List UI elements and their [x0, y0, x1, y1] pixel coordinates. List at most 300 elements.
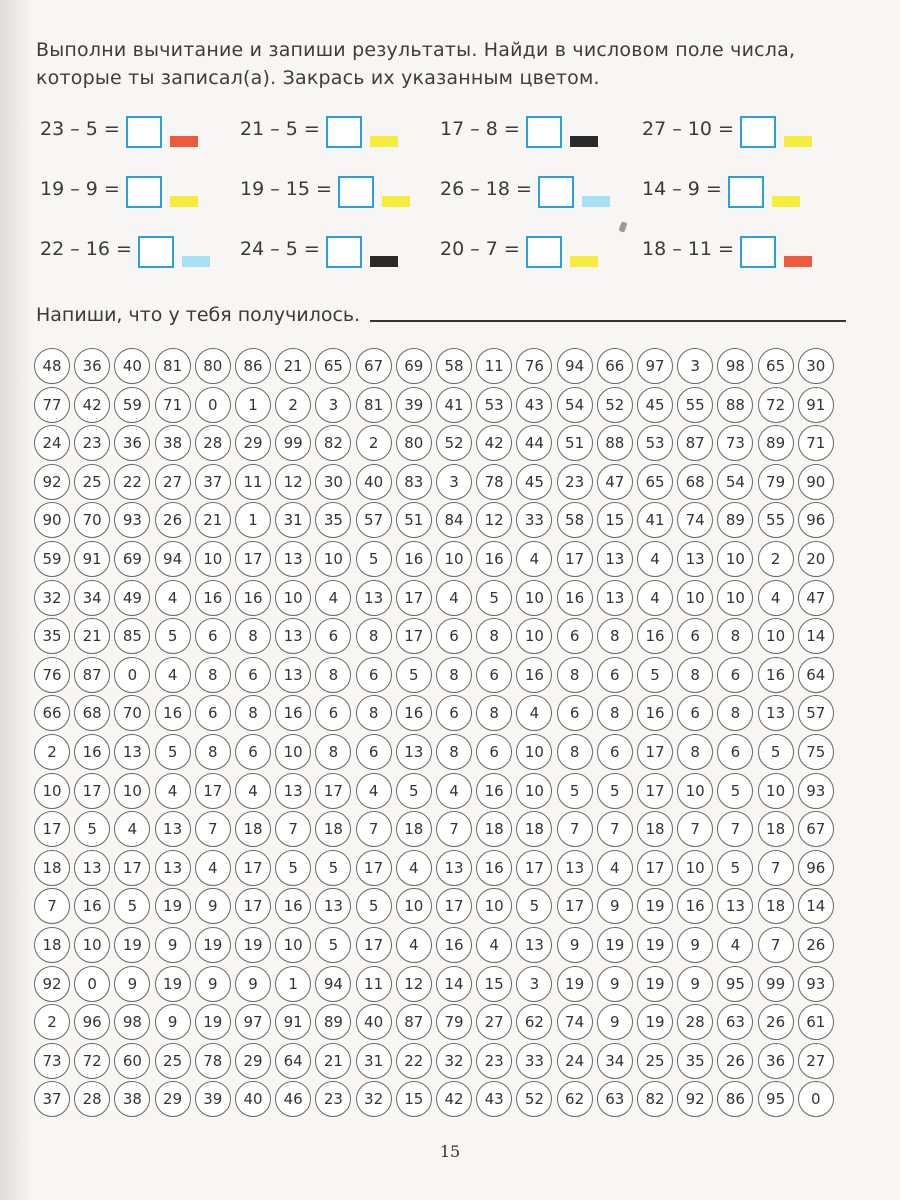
- number-cell[interactable]: 6: [597, 734, 633, 770]
- number-cell[interactable]: 10: [516, 773, 552, 809]
- number-cell[interactable]: 1: [275, 966, 311, 1002]
- number-cell[interactable]: 92: [677, 1081, 713, 1117]
- number-cell[interactable]: 49: [114, 580, 150, 616]
- number-cell[interactable]: 7: [677, 811, 713, 847]
- number-cell[interactable]: 23: [557, 464, 593, 500]
- number-cell[interactable]: 15: [396, 1081, 432, 1117]
- number-cell[interactable]: 64: [275, 1043, 311, 1079]
- number-cell[interactable]: 53: [637, 425, 673, 461]
- number-cell[interactable]: 5: [557, 773, 593, 809]
- number-cell[interactable]: 4: [114, 811, 150, 847]
- number-cell[interactable]: 25: [74, 464, 110, 500]
- number-cell[interactable]: 7: [717, 811, 753, 847]
- number-cell[interactable]: 29: [235, 425, 271, 461]
- number-cell[interactable]: 4: [356, 773, 392, 809]
- number-cell[interactable]: 89: [717, 502, 753, 538]
- number-cell[interactable]: 13: [516, 927, 552, 963]
- number-cell[interactable]: 79: [436, 1004, 472, 1040]
- number-cell[interactable]: 18: [315, 811, 351, 847]
- number-cell[interactable]: 10: [677, 850, 713, 886]
- number-cell[interactable]: 13: [275, 541, 311, 577]
- number-cell[interactable]: 86: [717, 1081, 753, 1117]
- number-cell[interactable]: 54: [717, 464, 753, 500]
- number-cell[interactable]: 70: [74, 502, 110, 538]
- number-cell[interactable]: 73: [717, 425, 753, 461]
- number-cell[interactable]: 3: [516, 966, 552, 1002]
- number-cell[interactable]: 16: [557, 580, 593, 616]
- number-cell[interactable]: 63: [717, 1004, 753, 1040]
- number-cell[interactable]: 9: [155, 927, 191, 963]
- number-cell[interactable]: 36: [74, 348, 110, 384]
- number-cell[interactable]: 6: [557, 695, 593, 731]
- number-cell[interactable]: 10: [74, 927, 110, 963]
- number-cell[interactable]: 23: [74, 425, 110, 461]
- number-cell[interactable]: 8: [195, 657, 231, 693]
- number-cell[interactable]: 13: [275, 657, 311, 693]
- number-cell[interactable]: 9: [597, 1004, 633, 1040]
- number-cell[interactable]: 87: [74, 657, 110, 693]
- number-cell[interactable]: 47: [798, 580, 834, 616]
- answer-box[interactable]: [326, 236, 362, 268]
- number-cell[interactable]: 6: [195, 695, 231, 731]
- number-cell[interactable]: 18: [758, 888, 794, 924]
- number-cell[interactable]: 19: [235, 927, 271, 963]
- number-cell[interactable]: 4: [195, 850, 231, 886]
- answer-box[interactable]: [126, 176, 162, 208]
- number-cell[interactable]: 13: [396, 734, 432, 770]
- number-cell[interactable]: 71: [798, 425, 834, 461]
- number-cell[interactable]: 27: [155, 464, 191, 500]
- number-cell[interactable]: 35: [34, 618, 70, 654]
- number-cell[interactable]: 94: [557, 348, 593, 384]
- number-cell[interactable]: 88: [717, 387, 753, 423]
- number-cell[interactable]: 29: [235, 1043, 271, 1079]
- number-cell[interactable]: 76: [516, 348, 552, 384]
- number-cell[interactable]: 55: [677, 387, 713, 423]
- number-cell[interactable]: 16: [396, 695, 432, 731]
- number-cell[interactable]: 44: [516, 425, 552, 461]
- number-cell[interactable]: 55: [758, 502, 794, 538]
- number-cell[interactable]: 17: [34, 811, 70, 847]
- answer-box[interactable]: [338, 176, 374, 208]
- number-cell[interactable]: 10: [717, 541, 753, 577]
- number-cell[interactable]: 16: [436, 927, 472, 963]
- number-cell[interactable]: 2: [34, 734, 70, 770]
- number-cell[interactable]: 18: [516, 811, 552, 847]
- number-cell[interactable]: 10: [275, 734, 311, 770]
- number-cell[interactable]: 81: [356, 387, 392, 423]
- number-cell[interactable]: 3: [436, 464, 472, 500]
- number-cell[interactable]: 23: [476, 1043, 512, 1079]
- number-cell[interactable]: 89: [315, 1004, 351, 1040]
- number-cell[interactable]: 70: [114, 695, 150, 731]
- number-cell[interactable]: 59: [114, 387, 150, 423]
- number-cell[interactable]: 2: [275, 387, 311, 423]
- number-cell[interactable]: 5: [114, 888, 150, 924]
- number-cell[interactable]: 16: [74, 888, 110, 924]
- number-cell[interactable]: 7: [275, 811, 311, 847]
- number-cell[interactable]: 99: [275, 425, 311, 461]
- number-cell[interactable]: 77: [34, 387, 70, 423]
- number-cell[interactable]: 5: [315, 927, 351, 963]
- number-cell[interactable]: 66: [34, 695, 70, 731]
- number-cell[interactable]: 10: [114, 773, 150, 809]
- number-cell[interactable]: 12: [275, 464, 311, 500]
- number-cell[interactable]: 63: [597, 1081, 633, 1117]
- number-cell[interactable]: 87: [677, 425, 713, 461]
- number-cell[interactable]: 21: [74, 618, 110, 654]
- number-cell[interactable]: 8: [356, 695, 392, 731]
- number-cell[interactable]: 82: [315, 425, 351, 461]
- number-cell[interactable]: 26: [155, 502, 191, 538]
- number-cell[interactable]: 16: [476, 773, 512, 809]
- number-cell[interactable]: 10: [758, 618, 794, 654]
- number-cell[interactable]: 7: [758, 927, 794, 963]
- number-cell[interactable]: 19: [195, 927, 231, 963]
- answer-box[interactable]: [526, 116, 562, 148]
- number-cell[interactable]: 16: [476, 850, 512, 886]
- number-cell[interactable]: 17: [557, 888, 593, 924]
- number-cell[interactable]: 91: [74, 541, 110, 577]
- number-cell[interactable]: 21: [315, 1043, 351, 1079]
- number-cell[interactable]: 59: [34, 541, 70, 577]
- number-cell[interactable]: 6: [436, 695, 472, 731]
- number-cell[interactable]: 72: [758, 387, 794, 423]
- number-cell[interactable]: 33: [516, 502, 552, 538]
- number-cell[interactable]: 18: [34, 850, 70, 886]
- number-cell[interactable]: 51: [396, 502, 432, 538]
- number-cell[interactable]: 34: [597, 1043, 633, 1079]
- number-cell[interactable]: 22: [114, 464, 150, 500]
- number-cell[interactable]: 8: [557, 657, 593, 693]
- number-cell[interactable]: 78: [476, 464, 512, 500]
- number-cell[interactable]: 18: [396, 811, 432, 847]
- number-cell[interactable]: 98: [114, 1004, 150, 1040]
- number-cell[interactable]: 8: [557, 734, 593, 770]
- number-cell[interactable]: 1: [235, 502, 271, 538]
- number-cell[interactable]: 4: [516, 695, 552, 731]
- number-cell[interactable]: 6: [356, 657, 392, 693]
- number-cell[interactable]: 26: [798, 927, 834, 963]
- number-cell[interactable]: 17: [557, 541, 593, 577]
- number-cell[interactable]: 11: [356, 966, 392, 1002]
- number-cell[interactable]: 67: [798, 811, 834, 847]
- number-cell[interactable]: 19: [637, 1004, 673, 1040]
- number-cell[interactable]: 17: [516, 850, 552, 886]
- number-cell[interactable]: 9: [235, 966, 271, 1002]
- number-cell[interactable]: 18: [758, 811, 794, 847]
- number-cell[interactable]: 91: [275, 1004, 311, 1040]
- number-cell[interactable]: 22: [396, 1043, 432, 1079]
- number-cell[interactable]: 92: [34, 966, 70, 1002]
- number-cell[interactable]: 93: [114, 502, 150, 538]
- number-cell[interactable]: 6: [717, 734, 753, 770]
- number-cell[interactable]: 35: [677, 1043, 713, 1079]
- number-cell[interactable]: 13: [356, 580, 392, 616]
- answer-underline[interactable]: [370, 320, 846, 322]
- number-cell[interactable]: 10: [275, 927, 311, 963]
- number-cell[interactable]: 7: [195, 811, 231, 847]
- number-cell[interactable]: 9: [114, 966, 150, 1002]
- number-cell[interactable]: 11: [476, 348, 512, 384]
- number-cell[interactable]: 97: [235, 1004, 271, 1040]
- number-cell[interactable]: 13: [677, 541, 713, 577]
- number-cell[interactable]: 8: [315, 657, 351, 693]
- number-cell[interactable]: 17: [637, 734, 673, 770]
- number-cell[interactable]: 10: [516, 580, 552, 616]
- number-cell[interactable]: 14: [798, 888, 834, 924]
- number-cell[interactable]: 8: [476, 618, 512, 654]
- number-cell[interactable]: 10: [717, 580, 753, 616]
- number-cell[interactable]: 8: [677, 657, 713, 693]
- number-cell[interactable]: 32: [34, 580, 70, 616]
- number-cell[interactable]: 96: [798, 502, 834, 538]
- number-cell[interactable]: 91: [798, 387, 834, 423]
- number-cell[interactable]: 96: [798, 850, 834, 886]
- number-cell[interactable]: 9: [195, 888, 231, 924]
- number-cell[interactable]: 4: [637, 580, 673, 616]
- number-cell[interactable]: 43: [476, 1081, 512, 1117]
- number-cell[interactable]: 17: [74, 773, 110, 809]
- number-cell[interactable]: 3: [315, 387, 351, 423]
- number-cell[interactable]: 17: [114, 850, 150, 886]
- number-cell[interactable]: 17: [235, 541, 271, 577]
- number-cell[interactable]: 10: [516, 618, 552, 654]
- number-cell[interactable]: 69: [396, 348, 432, 384]
- number-cell[interactable]: 97: [637, 348, 673, 384]
- number-cell[interactable]: 3: [677, 348, 713, 384]
- number-cell[interactable]: 74: [557, 1004, 593, 1040]
- number-cell[interactable]: 9: [557, 927, 593, 963]
- number-cell[interactable]: 10: [516, 734, 552, 770]
- number-cell[interactable]: 10: [275, 580, 311, 616]
- number-cell[interactable]: 6: [557, 618, 593, 654]
- number-cell[interactable]: 90: [798, 464, 834, 500]
- number-cell[interactable]: 6: [677, 618, 713, 654]
- number-cell[interactable]: 31: [275, 502, 311, 538]
- number-cell[interactable]: 39: [396, 387, 432, 423]
- number-cell[interactable]: 62: [516, 1004, 552, 1040]
- answer-box[interactable]: [126, 116, 162, 148]
- number-cell[interactable]: 16: [677, 888, 713, 924]
- number-cell[interactable]: 39: [195, 1081, 231, 1117]
- number-cell[interactable]: 10: [677, 580, 713, 616]
- number-cell[interactable]: 67: [356, 348, 392, 384]
- number-cell[interactable]: 0: [114, 657, 150, 693]
- number-cell[interactable]: 10: [476, 888, 512, 924]
- number-cell[interactable]: 84: [436, 502, 472, 538]
- number-cell[interactable]: 5: [476, 580, 512, 616]
- number-cell[interactable]: 8: [717, 618, 753, 654]
- number-cell[interactable]: 65: [758, 348, 794, 384]
- number-cell[interactable]: 16: [155, 695, 191, 731]
- number-cell[interactable]: 7: [557, 811, 593, 847]
- number-cell[interactable]: 11: [235, 464, 271, 500]
- number-cell[interactable]: 40: [114, 348, 150, 384]
- number-cell[interactable]: 5: [155, 618, 191, 654]
- number-cell[interactable]: 57: [798, 695, 834, 731]
- number-cell[interactable]: 26: [758, 1004, 794, 1040]
- number-cell[interactable]: 25: [637, 1043, 673, 1079]
- number-cell[interactable]: 58: [436, 348, 472, 384]
- number-cell[interactable]: 31: [356, 1043, 392, 1079]
- number-cell[interactable]: 17: [396, 580, 432, 616]
- number-cell[interactable]: 86: [235, 348, 271, 384]
- number-cell[interactable]: 36: [114, 425, 150, 461]
- number-cell[interactable]: 17: [235, 850, 271, 886]
- number-cell[interactable]: 16: [235, 580, 271, 616]
- number-cell[interactable]: 21: [195, 502, 231, 538]
- number-cell[interactable]: 2: [758, 541, 794, 577]
- number-cell[interactable]: 4: [396, 927, 432, 963]
- number-cell[interactable]: 4: [476, 927, 512, 963]
- number-cell[interactable]: 99: [758, 966, 794, 1002]
- number-cell[interactable]: 10: [195, 541, 231, 577]
- number-cell[interactable]: 18: [637, 811, 673, 847]
- number-cell[interactable]: 52: [436, 425, 472, 461]
- answer-box[interactable]: [526, 236, 562, 268]
- number-cell[interactable]: 8: [235, 618, 271, 654]
- number-cell[interactable]: 19: [637, 927, 673, 963]
- number-cell[interactable]: 13: [155, 811, 191, 847]
- number-cell[interactable]: 69: [114, 541, 150, 577]
- number-cell[interactable]: 68: [74, 695, 110, 731]
- number-cell[interactable]: 73: [34, 1043, 70, 1079]
- number-cell[interactable]: 83: [396, 464, 432, 500]
- number-cell[interactable]: 17: [235, 888, 271, 924]
- number-cell[interactable]: 10: [34, 773, 70, 809]
- number-cell[interactable]: 17: [396, 618, 432, 654]
- number-cell[interactable]: 41: [436, 387, 472, 423]
- number-cell[interactable]: 65: [637, 464, 673, 500]
- number-cell[interactable]: 6: [315, 695, 351, 731]
- number-cell[interactable]: 27: [476, 1004, 512, 1040]
- number-cell[interactable]: 6: [235, 657, 271, 693]
- number-cell[interactable]: 20: [798, 541, 834, 577]
- number-cell[interactable]: 78: [195, 1043, 231, 1079]
- number-cell[interactable]: 10: [315, 541, 351, 577]
- number-cell[interactable]: 6: [195, 618, 231, 654]
- number-cell[interactable]: 45: [637, 387, 673, 423]
- number-cell[interactable]: 46: [275, 1081, 311, 1117]
- number-cell[interactable]: 95: [758, 1081, 794, 1117]
- number-cell[interactable]: 8: [476, 695, 512, 731]
- number-cell[interactable]: 16: [758, 657, 794, 693]
- number-cell[interactable]: 37: [195, 464, 231, 500]
- number-cell[interactable]: 10: [396, 888, 432, 924]
- number-cell[interactable]: 10: [436, 541, 472, 577]
- number-cell[interactable]: 17: [637, 773, 673, 809]
- number-cell[interactable]: 4: [717, 927, 753, 963]
- number-cell[interactable]: 13: [717, 888, 753, 924]
- number-cell[interactable]: 82: [637, 1081, 673, 1117]
- answer-box[interactable]: [728, 176, 764, 208]
- number-cell[interactable]: 42: [74, 387, 110, 423]
- number-cell[interactable]: 13: [557, 850, 593, 886]
- number-cell[interactable]: 90: [34, 502, 70, 538]
- number-cell[interactable]: 8: [195, 734, 231, 770]
- number-cell[interactable]: 13: [597, 580, 633, 616]
- number-cell[interactable]: 13: [74, 850, 110, 886]
- number-cell[interactable]: 94: [155, 541, 191, 577]
- number-cell[interactable]: 6: [436, 618, 472, 654]
- number-cell[interactable]: 33: [516, 1043, 552, 1079]
- number-cell[interactable]: 7: [436, 811, 472, 847]
- number-cell[interactable]: 6: [476, 657, 512, 693]
- number-cell[interactable]: 98: [717, 348, 753, 384]
- number-cell[interactable]: 10: [677, 773, 713, 809]
- number-cell[interactable]: 4: [155, 580, 191, 616]
- number-cell[interactable]: 48: [34, 348, 70, 384]
- number-cell[interactable]: 19: [557, 966, 593, 1002]
- number-cell[interactable]: 17: [637, 850, 673, 886]
- number-cell[interactable]: 6: [235, 734, 271, 770]
- number-cell[interactable]: 32: [436, 1043, 472, 1079]
- number-cell[interactable]: 8: [315, 734, 351, 770]
- number-cell[interactable]: 9: [597, 888, 633, 924]
- answer-box[interactable]: [740, 236, 776, 268]
- number-cell[interactable]: 19: [597, 927, 633, 963]
- number-cell[interactable]: 38: [155, 425, 191, 461]
- number-cell[interactable]: 5: [155, 734, 191, 770]
- number-cell[interactable]: 13: [275, 618, 311, 654]
- number-cell[interactable]: 5: [717, 773, 753, 809]
- number-cell[interactable]: 14: [436, 966, 472, 1002]
- number-cell[interactable]: 5: [717, 850, 753, 886]
- number-cell[interactable]: 94: [315, 966, 351, 1002]
- number-cell[interactable]: 16: [195, 580, 231, 616]
- number-cell[interactable]: 66: [597, 348, 633, 384]
- number-cell[interactable]: 87: [396, 1004, 432, 1040]
- number-cell[interactable]: 8: [356, 618, 392, 654]
- number-cell[interactable]: 4: [637, 541, 673, 577]
- number-cell[interactable]: 10: [758, 773, 794, 809]
- number-cell[interactable]: 4: [235, 773, 271, 809]
- number-cell[interactable]: 21: [275, 348, 311, 384]
- number-cell[interactable]: 36: [758, 1043, 794, 1079]
- number-cell[interactable]: 0: [195, 387, 231, 423]
- number-cell[interactable]: 9: [677, 927, 713, 963]
- number-cell[interactable]: 4: [597, 850, 633, 886]
- number-cell[interactable]: 18: [235, 811, 271, 847]
- number-cell[interactable]: 16: [275, 695, 311, 731]
- number-cell[interactable]: 13: [315, 888, 351, 924]
- number-cell[interactable]: 80: [195, 348, 231, 384]
- number-cell[interactable]: 29: [155, 1081, 191, 1117]
- number-cell[interactable]: 72: [74, 1043, 110, 1079]
- number-cell[interactable]: 9: [677, 966, 713, 1002]
- number-cell[interactable]: 6: [717, 657, 753, 693]
- number-cell[interactable]: 15: [597, 502, 633, 538]
- number-cell[interactable]: 14: [798, 618, 834, 654]
- number-cell[interactable]: 4: [516, 541, 552, 577]
- number-cell[interactable]: 5: [516, 888, 552, 924]
- number-cell[interactable]: 12: [396, 966, 432, 1002]
- number-cell[interactable]: 28: [195, 425, 231, 461]
- number-cell[interactable]: 74: [677, 502, 713, 538]
- number-cell[interactable]: 24: [34, 425, 70, 461]
- number-cell[interactable]: 7: [758, 850, 794, 886]
- number-cell[interactable]: 4: [315, 580, 351, 616]
- number-cell[interactable]: 68: [677, 464, 713, 500]
- number-cell[interactable]: 13: [114, 734, 150, 770]
- number-cell[interactable]: 17: [195, 773, 231, 809]
- number-cell[interactable]: 19: [155, 966, 191, 1002]
- number-cell[interactable]: 30: [798, 348, 834, 384]
- number-cell[interactable]: 34: [74, 580, 110, 616]
- number-cell[interactable]: 9: [195, 966, 231, 1002]
- number-cell[interactable]: 6: [597, 657, 633, 693]
